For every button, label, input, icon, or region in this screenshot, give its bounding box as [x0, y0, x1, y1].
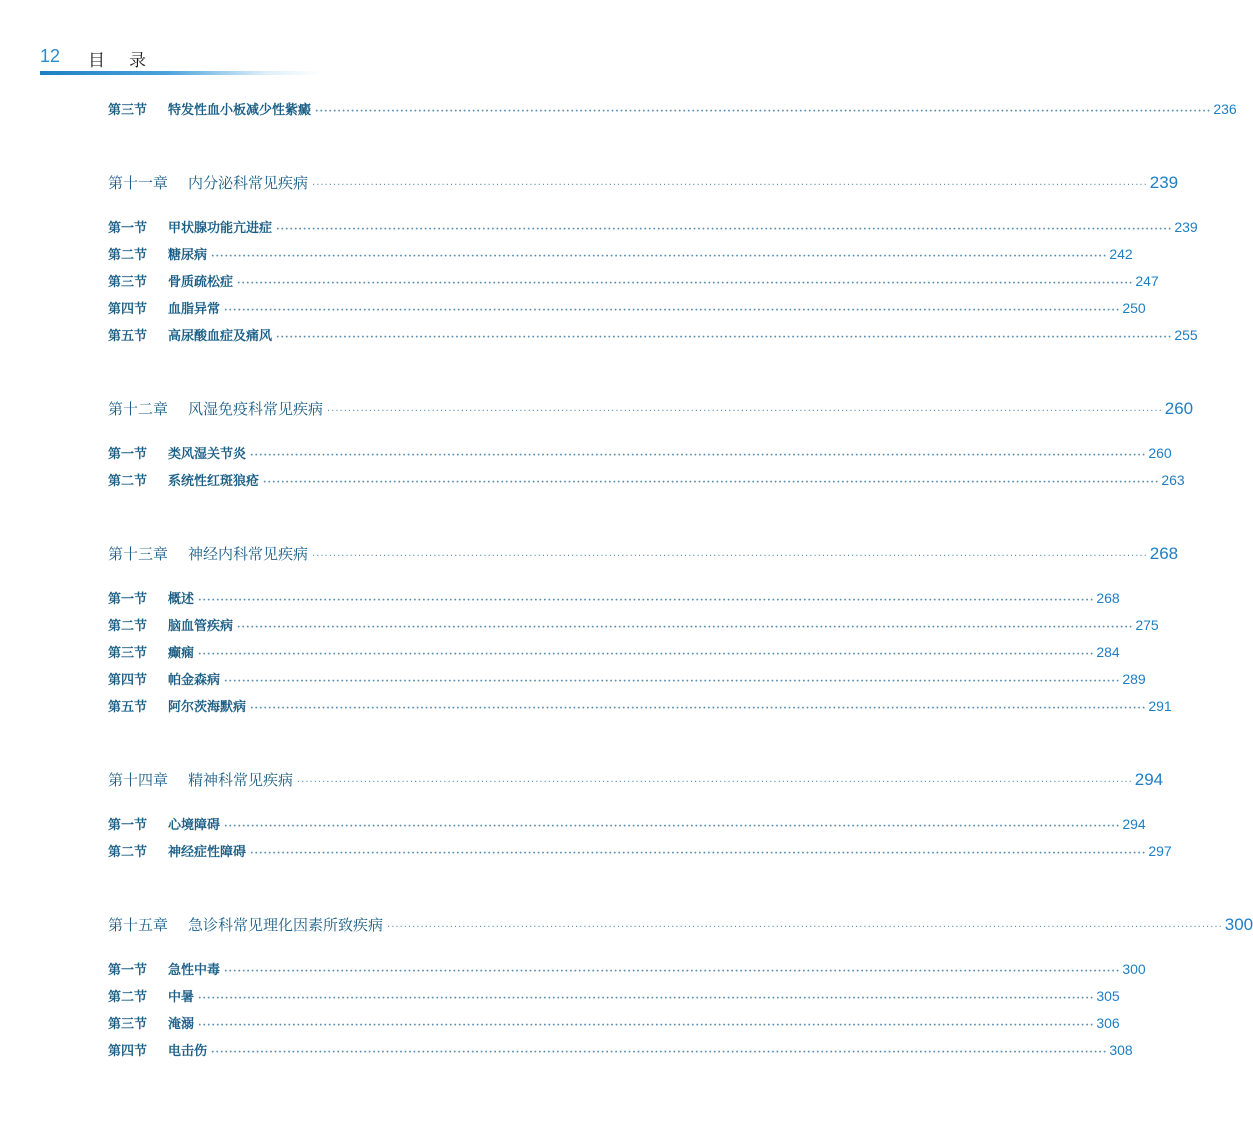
chapter-title: 精神科常见疾病	[188, 771, 294, 789]
dot-leader: ········································································································································································································	[276, 224, 1173, 235]
section-title: 帕金森病	[168, 673, 221, 688]
dot-leader: ········································································································································································································	[250, 703, 1147, 714]
toc-section-entry[interactable]	[108, 639, 1120, 666]
dot-leader: ········································································································································································································	[237, 278, 1134, 289]
spacer	[108, 349, 694, 394]
section-number: 第一节	[108, 963, 148, 978]
section-page-number: 268	[1096, 590, 1120, 606]
dot-leader: ········································································································································································································	[237, 622, 1134, 633]
toc-section-entry[interactable]	[108, 1010, 1120, 1037]
section-page-number: 275	[1135, 617, 1159, 633]
dot-leader: ········································································································································································································	[315, 106, 1212, 117]
section-page-number: 306	[1096, 1015, 1120, 1031]
section-page-number: 236	[1213, 101, 1237, 117]
chapter-number: 第十三章	[108, 545, 169, 563]
section-number: 第二节	[108, 248, 148, 263]
section-number: 第五节	[108, 700, 148, 715]
section-title: 癫痫	[168, 646, 195, 661]
dot-leader: ········································································································································································································	[312, 180, 1148, 191]
section-title: 神经症性障碍	[168, 845, 247, 860]
section-title: 阿尔茨海默病	[168, 700, 247, 715]
section-number: 第一节	[108, 818, 148, 833]
section-title: 骨质疏松症	[168, 275, 234, 290]
section-number: 第三节	[108, 646, 148, 661]
toc-section-entry[interactable]	[108, 467, 1185, 494]
toc-section-entry[interactable]	[108, 838, 1172, 865]
chapter-page-number: 294	[1134, 770, 1164, 789]
toc-section-entry[interactable]	[108, 811, 1146, 838]
dot-leader: ········································································································································································································	[198, 649, 1095, 660]
section-number: 第四节	[108, 302, 148, 317]
dot-leader: ········································································································································································································	[276, 332, 1173, 343]
section-title: 急性中毒	[168, 963, 221, 978]
dot-leader: ········································································································································································································	[250, 450, 1147, 461]
section-title: 脑血管疾病	[168, 619, 234, 634]
section-page-number: 289	[1122, 671, 1146, 687]
dot-leader: ········································································································································································································	[224, 676, 1121, 687]
section-number: 第二节	[108, 474, 148, 489]
dot-leader: ········································································································································································································	[198, 595, 1095, 606]
section-title: 特发性血小板减少性紫癜	[168, 103, 312, 118]
chapter-title: 风湿免疫科常见疾病	[188, 400, 324, 418]
section-title: 电击伤	[168, 1044, 208, 1059]
section-number: 第三节	[108, 1017, 148, 1032]
toc-section-entry[interactable]	[108, 693, 1172, 720]
toc-section-entry[interactable]	[108, 268, 1159, 295]
dot-leader: ········································································································································································································	[224, 305, 1121, 316]
section-page-number: 239	[1174, 219, 1198, 235]
section-page-number: 308	[1109, 1042, 1133, 1058]
section-page-number: 300	[1122, 961, 1146, 977]
page-title: 目录	[88, 51, 170, 71]
dot-leader: ········································································································································································································	[327, 406, 1163, 417]
dot-leader: ········································································································································································································	[211, 1047, 1108, 1058]
page-header	[40, 40, 340, 80]
chapter-title: 神经内科常见疾病	[188, 545, 309, 563]
section-page-number: 250	[1122, 300, 1146, 316]
section-title: 概述	[168, 592, 195, 607]
chapter-number: 第十五章	[108, 916, 169, 934]
section-page-number: 291	[1148, 698, 1172, 714]
section-title: 糖尿病	[168, 248, 208, 263]
section-title: 中暑	[168, 990, 195, 1005]
section-page-number: 297	[1148, 843, 1172, 859]
toc-section-entry[interactable]	[108, 96, 1237, 123]
dot-leader: ········································································································································································································	[224, 821, 1121, 832]
section-page-number: 247	[1135, 273, 1159, 289]
section-page-number: 305	[1096, 988, 1120, 1004]
dot-leader: ········································································································································································································	[211, 251, 1108, 262]
section-number: 第四节	[108, 1044, 148, 1059]
section-number: 第一节	[108, 592, 148, 607]
toc-section-entry[interactable]	[108, 1037, 1133, 1064]
spacer	[108, 494, 694, 539]
section-title: 心境障碍	[168, 818, 221, 833]
chapter-page-number: 239	[1149, 173, 1179, 192]
section-title: 类风湿关节炎	[168, 447, 247, 462]
section-title: 系统性红斑狼疮	[168, 474, 260, 489]
toc-section-entry[interactable]	[108, 666, 1146, 693]
dot-leader: ········································································································································································································	[297, 777, 1133, 788]
toc-chapter-entry[interactable]	[108, 539, 1179, 569]
toc-section-entry[interactable]	[108, 322, 1198, 349]
table-of-contents	[108, 96, 1253, 1064]
chapter-title: 内分泌科常见疾病	[188, 174, 309, 192]
chapter-title: 急诊科常见理化因素所致疾病	[188, 916, 384, 934]
section-number: 第三节	[108, 103, 148, 118]
section-number: 第一节	[108, 221, 148, 236]
dot-leader: ········································································································································································································	[312, 551, 1148, 562]
dot-leader: ········································································································································································································	[224, 966, 1121, 977]
section-page-number: 263	[1161, 472, 1185, 488]
section-number: 第二节	[108, 619, 148, 634]
toc-section-entry[interactable]	[108, 956, 1146, 983]
dot-leader: ········································································································································································································	[263, 477, 1160, 488]
chapter-page-number: 260	[1164, 399, 1194, 418]
toc-section-entry[interactable]	[108, 440, 1172, 467]
page-number: 12	[40, 46, 61, 66]
spacer	[108, 720, 694, 765]
toc-section-entry[interactable]	[108, 214, 1198, 241]
toc-section-entry[interactable]	[108, 241, 1133, 268]
section-page-number: 294	[1122, 816, 1146, 832]
toc-chapter-entry[interactable]	[108, 168, 1179, 198]
chapter-page-number: 300	[1224, 915, 1253, 934]
toc-section-entry[interactable]	[108, 612, 1159, 639]
section-title: 淹溺	[168, 1017, 195, 1032]
section-number: 第二节	[108, 845, 148, 860]
toc-chapter-entry[interactable]	[108, 910, 1253, 940]
section-number: 第五节	[108, 329, 148, 344]
section-number: 第一节	[108, 447, 148, 462]
section-page-number: 255	[1174, 327, 1198, 343]
dot-leader: ········································································································································································································	[198, 1020, 1095, 1031]
toc-section-entry[interactable]	[108, 585, 1120, 612]
section-page-number: 260	[1148, 445, 1172, 461]
dot-leader: ········································································································································································································	[250, 848, 1147, 859]
toc-chapter-entry[interactable]	[108, 394, 1194, 424]
dot-leader: ········································································································································································································	[387, 922, 1223, 933]
chapter-number: 第十二章	[108, 400, 169, 418]
toc-section-entry[interactable]	[108, 295, 1146, 322]
spacer	[108, 123, 694, 168]
section-number: 第二节	[108, 990, 148, 1005]
section-title: 血脂异常	[168, 302, 221, 317]
section-page-number: 284	[1096, 644, 1120, 660]
dot-leader: ········································································································································································································	[198, 993, 1095, 1004]
toc-chapter-entry[interactable]	[108, 765, 1164, 795]
chapter-number: 第十一章	[108, 174, 169, 192]
section-title: 甲状腺功能亢进症	[168, 221, 273, 236]
section-number: 第四节	[108, 673, 148, 688]
spacer	[108, 865, 694, 910]
chapter-number: 第十四章	[108, 771, 169, 789]
section-number: 第三节	[108, 275, 148, 290]
toc-section-entry[interactable]	[108, 983, 1120, 1010]
chapter-page-number: 268	[1149, 544, 1179, 563]
header-gradient-bar	[40, 71, 322, 75]
section-title: 高尿酸血症及痛风	[168, 329, 273, 344]
section-page-number: 242	[1109, 246, 1133, 262]
